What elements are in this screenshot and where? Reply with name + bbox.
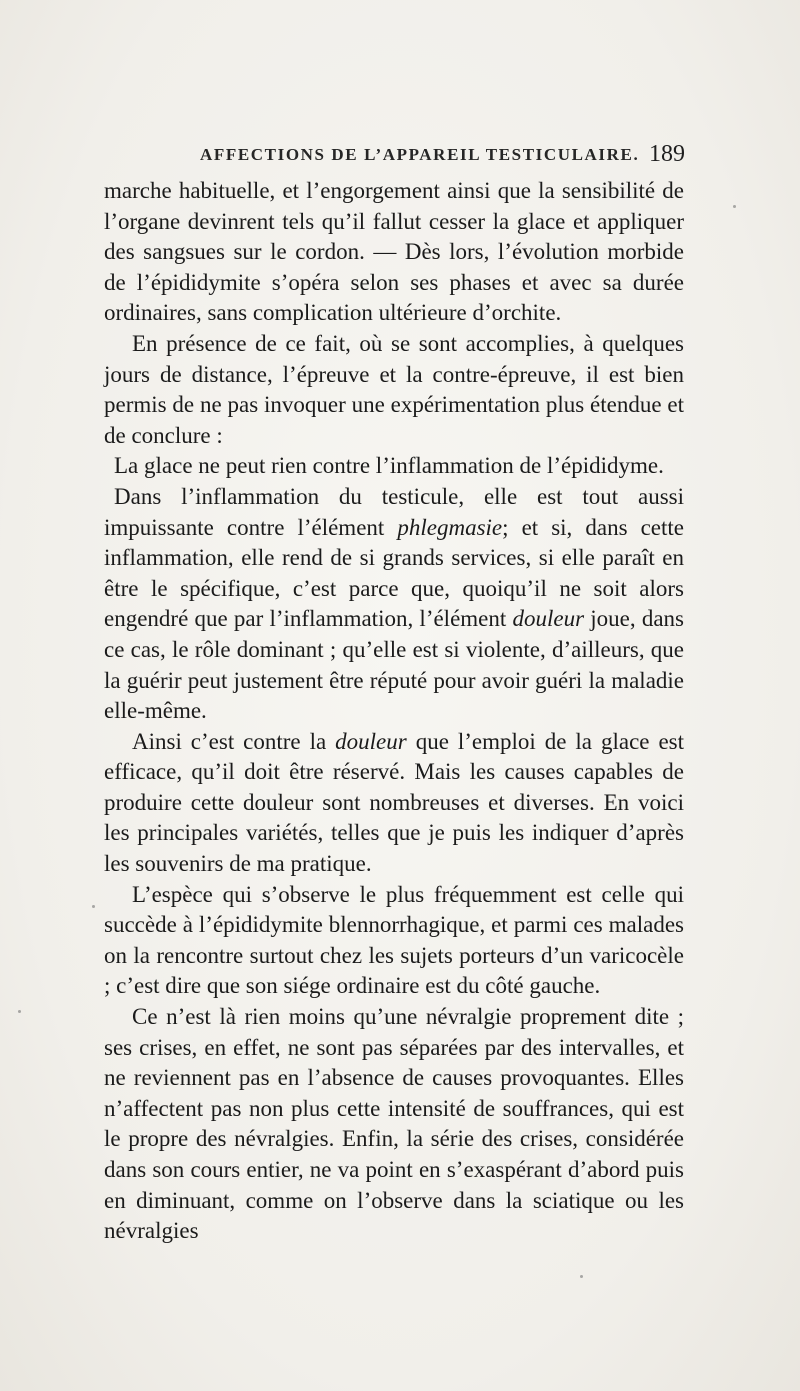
paper-speck [18, 1010, 21, 1013]
page-header [200, 143, 685, 171]
paragraph [104, 727, 684, 880]
text-segment: L’espèce qui s’observe le plus fréquemment est celle qui succède à l’épididymite blennorrhagique, et parmi ces malades on la rencontre surtout chez les sujets porteurs d’un varicocèle ; c’est dire que son siége ordinaire est du côté gauche. [104, 881, 684, 999]
text-segment: ; et si, dans cette inflammation, elle rend de si grands services, si elle paraît en être le spécifique, c’est parce que, quoiqu’il ne soit alors engendré que par l’inflammation, l’élément [104, 514, 684, 632]
text-segment: La glace ne peut rien contre l’inflammation de l’épididyme. [114, 453, 664, 479]
paragraph [104, 451, 684, 482]
running-head: AFFECTIONS DE L’APPAREIL TESTICULAIRE. [200, 145, 640, 164]
paragraph [104, 329, 684, 451]
italic-term: phlegmasie [397, 514, 503, 540]
paper-speck [580, 1275, 583, 1278]
paragraph [104, 880, 684, 1002]
paragraph [104, 1002, 684, 1247]
paper-speck [92, 905, 95, 908]
text-segment: marche habituelle, et l’engorgement ainsi que la sensibilité de l’organe devinrent tels qu’il fallut cesser la glace et appliquer des sangsues sur le cordon. — Dès lors, l’évolution morbide de l’épididymite s’opéra selon ses phases et avec sa durée ordinaires, sans complication ultérieure d’orchite. [104, 178, 684, 326]
paragraph [104, 176, 684, 329]
text-segment: joue, dans ce cas, le rôle dominant ; qu’elle est si violente, d’ailleurs, que la guérir peut justement être réputé pour avoir guéri la maladie elle-même. [104, 606, 684, 724]
text-segment: que l’emploi de la glace est efficace, qu’il doit être réservé. Mais les causes capables de produire cette douleur sont nombreuses et diverses. En voici les principales variétés, telles que je puis les indiquer d’après les souvenirs de ma pratique. [104, 728, 684, 877]
text-segment: Ainsi c’est contre la [132, 728, 336, 754]
text-segment: Dans l’inflammation du testicule, elle est tout aussi impuissante contre l’élément [104, 483, 684, 540]
paper-speck [733, 205, 736, 208]
page-number: 189 [649, 141, 685, 167]
paragraph [104, 482, 684, 727]
text-segment: Ce n’est là rien moins qu’une névralgie proprement dite ; ses crises, en effet, ne sont pas séparées par des intervalles, et ne reviennent pas en l’absence de causes provoquantes. Elles n’affectent pas non plus cette intensité de souffrances, qui est le propre des névralgies. Enfin, la série des crises, considérée dans son cours entier, ne va point en s’exaspérant d’abord puis en diminuant, comme on l’observe dans la sciatique ou les névralgies [104, 1004, 684, 1244]
italic-term: douleur [512, 606, 585, 632]
italic-term: douleur [335, 728, 407, 754]
body-text [104, 176, 684, 1247]
text-segment: En présence de ce fait, où se sont accomplies, à quelques jours de distance, l’épreuve et la contre-épreuve, il est bien permis de ne pas invoquer une expérimentation plus étendue et de conclure : [104, 330, 684, 448]
